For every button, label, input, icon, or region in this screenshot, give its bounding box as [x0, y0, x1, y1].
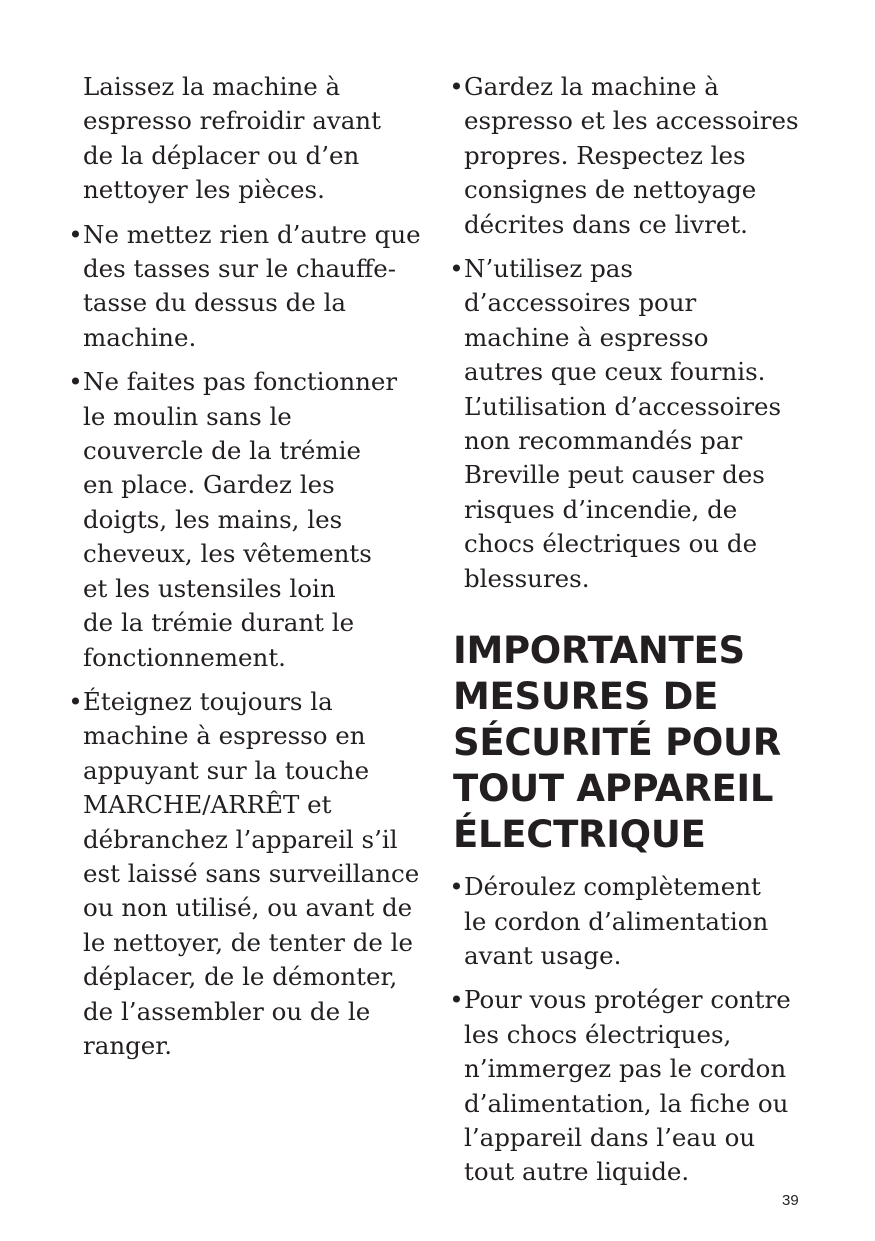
bullet-dot-icon: • — [449, 254, 464, 284]
page-number: 39 — [782, 1192, 799, 1209]
text-line: MESURES DE — [453, 675, 719, 719]
bullet-item — [449, 252, 811, 596]
text-line: couvercle de la trémie — [83, 436, 361, 466]
text-line: Éteignez toujours la — [83, 686, 333, 716]
text-line: les chocs électriques, — [464, 1019, 732, 1049]
bullet-item — [68, 685, 430, 1063]
text-line: Gardez la machine à — [464, 72, 719, 101]
text-line: risques d’incendie, de — [464, 494, 738, 524]
text-line: ÉLECTRIQUE — [453, 813, 706, 857]
text-line: doigts, les mains, les — [83, 504, 343, 534]
text-line: MARCHE/ARRÊT et — [83, 790, 332, 820]
text-line: autres que ceux fournis. — [464, 357, 766, 387]
bullet-item — [68, 218, 430, 356]
text-line: Ne faites pas fonctionner — [83, 367, 398, 397]
text-line: Ne mettez rien d’autre que — [83, 219, 421, 249]
bullet-text — [464, 252, 811, 596]
section-heading — [453, 628, 811, 858]
text-line: cheveux, les vêtements — [83, 539, 372, 569]
bullet-dot-icon: • — [449, 872, 464, 902]
text-line: L’utilisation d’accessoires — [464, 391, 782, 421]
bullet-dot-icon: • — [68, 686, 83, 716]
text-line: espresso et les accessoires — [464, 106, 799, 136]
bullet-dot-icon: • — [68, 367, 83, 397]
text-line: Breville peut causer des — [464, 460, 765, 490]
text-line: consignes de nettoyage — [464, 175, 757, 205]
text-line: ranger. — [83, 1030, 173, 1060]
bullet-text — [83, 218, 430, 356]
text-line: le moulin sans le — [83, 401, 292, 431]
text-line: déplacer, de le démonter, — [83, 962, 398, 992]
text-line: blessures. — [464, 563, 590, 593]
text-line: débranchez l’appareil s’il — [83, 824, 398, 854]
bullet-item — [449, 70, 811, 242]
text-line: N’utilisez pas — [464, 254, 633, 284]
bullet-text — [83, 685, 430, 1063]
text-line: machine à espresso — [464, 322, 709, 352]
text-line: SÉCURITÉ POUR — [453, 721, 781, 765]
text-line: non recommandés par — [464, 426, 743, 456]
text-line: n’immergez pas le cordon — [464, 1054, 787, 1084]
text-line: TOUT APPAREIL — [453, 767, 774, 811]
text-line: de la déplacer ou d’en — [83, 140, 360, 170]
left-bullet-list — [68, 218, 430, 1064]
text-line: avant usage. — [464, 940, 622, 970]
bullet-dot-icon: • — [68, 219, 83, 249]
bullet-item — [449, 983, 811, 1189]
text-line: IMPORTANTES — [453, 629, 745, 673]
continued-paragraph — [68, 70, 430, 208]
bullet-text — [464, 870, 811, 973]
bullet-text — [83, 365, 430, 675]
text-line: de l’assembler ou de le — [83, 996, 371, 1026]
text-line: propres. Respectez les — [464, 140, 746, 170]
text-line: fonctionnement. — [83, 642, 286, 672]
text-line: est laissé sans surveillance — [83, 858, 420, 888]
text-line: des tasses sur le chauffe- — [83, 254, 397, 284]
bullet-dot-icon: • — [449, 985, 464, 1015]
text-line: et les ustensiles loin — [83, 573, 336, 603]
left-column — [68, 70, 430, 1073]
text-line: de la trémie durant le — [83, 608, 355, 638]
text-line: chocs électriques ou de — [464, 529, 758, 559]
right-bullet-list-bottom — [449, 870, 811, 1190]
text-line: ou non utilisé, ou avant de — [83, 893, 413, 923]
bullet-item — [68, 365, 430, 675]
text-line: appuyant sur la touche — [83, 755, 370, 785]
text-line: Pour vous protéger contre — [464, 985, 791, 1015]
text-line: d’accessoires pour — [464, 288, 697, 318]
bullet-text — [464, 70, 811, 242]
right-bullet-list-top — [449, 70, 811, 596]
text-line: espresso refroidir avant — [83, 106, 381, 136]
text-line: machine à espresso en — [83, 721, 366, 751]
text-line: nettoyer les pièces. — [83, 175, 325, 205]
text-line: Déroulez complètement — [464, 872, 761, 902]
text-line: le nettoyer, de tenter de le — [83, 927, 414, 957]
bullet-item — [449, 870, 811, 973]
text-line: tout autre liquide. — [464, 1157, 690, 1187]
text-line: Laissez la machine à — [83, 72, 341, 101]
text-line: décrites dans ce livret. — [464, 209, 748, 239]
text-line: machine. — [83, 322, 197, 352]
text-line: l’appareil dans l’eau ou — [464, 1122, 756, 1152]
text-line: le cordon d’alimentation — [464, 906, 769, 936]
bullet-dot-icon: • — [449, 72, 464, 101]
text-line: tasse du dessus de la — [83, 288, 347, 318]
right-column — [449, 70, 811, 1200]
bullet-text — [464, 983, 811, 1189]
text-line: en place. Gardez les — [83, 470, 335, 500]
text-line: d’alimentation, la fiche ou — [464, 1088, 789, 1118]
